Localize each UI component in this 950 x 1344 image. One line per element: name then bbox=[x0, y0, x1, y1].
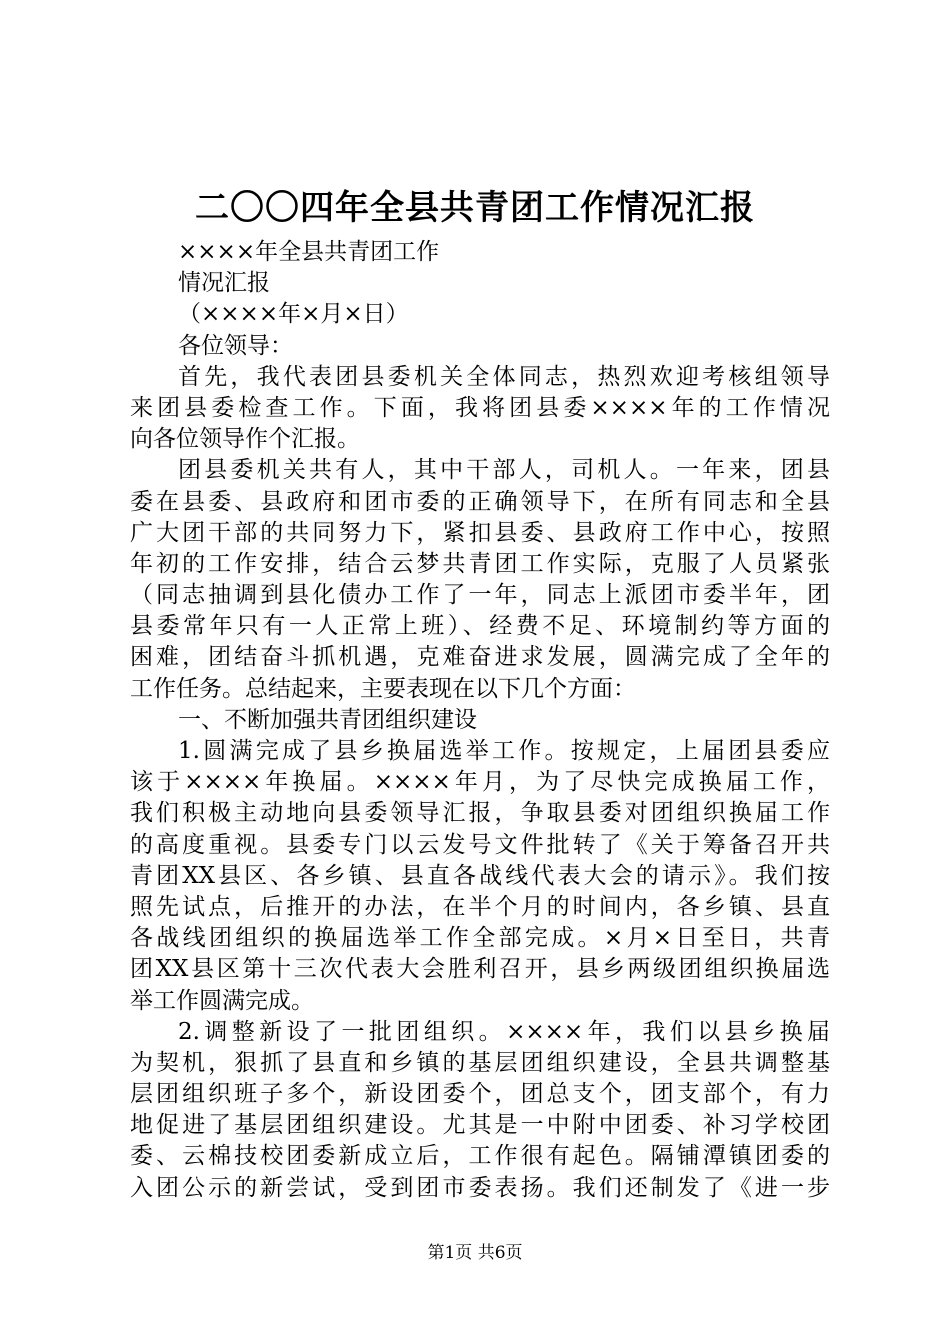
page-footer: 第1页 共6页 bbox=[427, 1243, 523, 1263]
body-line: 团XX县区第十三次代表大会胜利召开，县乡两级团组织换届选 bbox=[130, 956, 830, 983]
body-line: 青团XX县区、各乡镇、县直各战线代表大会的请示》。我们按 bbox=[130, 862, 830, 889]
body-line: 广大团干部的共同努力下，紧扣县委、县政府工作中心，按照 bbox=[130, 519, 830, 546]
body-line: （同志抽调到县化债办工作了一年，同志上派团市委半年，团 bbox=[130, 582, 830, 609]
body-line: 县委常年只有一人正常上班）、经费不足、环境制约等方面的 bbox=[130, 613, 830, 640]
body-line: 为契机，狠抓了县直和乡镇的基层团组织建设，全县共调整基 bbox=[130, 1049, 830, 1076]
body-line: 举工作圆满完成。 bbox=[130, 987, 314, 1014]
body-line: 该于××××年换届。××××年月，为了尽快完成换届工作， bbox=[130, 769, 830, 796]
body-line: 入团公示的新尝试，受到团市委表扬。我们还制发了《进一步 bbox=[130, 1174, 830, 1201]
body-line: （××××年×月×日） bbox=[178, 301, 409, 328]
body-line: 层团组织班子多个，新设团委个，团总支个，团支部个，有力 bbox=[130, 1081, 830, 1108]
body-line: 各战线团组织的换届选举工作全部完成。×月×日至日，共青 bbox=[130, 925, 830, 952]
body-line: 地促进了基层团组织建设。尤其是一中附中团委、补习学校团 bbox=[130, 1112, 830, 1139]
body-line: 照先试点，后推开的办法，在半个月的时间内，各乡镇、县直 bbox=[130, 893, 830, 920]
body-line: 年初的工作安排，结合云梦共青团工作实际，克服了人员紧张 bbox=[130, 550, 830, 577]
body-line: 首先，我代表团县委机关全体同志，热烈欢迎考核组领导 bbox=[178, 363, 830, 390]
body-line: 我们积极主动地向县委领导汇报，争取县委对团组织换届工作 bbox=[130, 800, 830, 827]
body-line: 来团县委检查工作。下面，我将团县委××××年的工作情况 bbox=[130, 394, 830, 421]
body-line: 2.调整新设了一批团组织。××××年，我们以县乡换届 bbox=[178, 1018, 830, 1045]
body-line: 各位领导： bbox=[178, 332, 293, 359]
body-line: 工作任务。总结起来，主要表现在以下几个方面： bbox=[130, 675, 636, 702]
body-line: 向各位领导作个汇报。 bbox=[130, 426, 360, 453]
body-line: 困难，团结奋斗抓机遇，克难奋进求发展，圆满完成了全年的 bbox=[130, 644, 830, 671]
body-line: 的高度重视。县委专门以云发号文件批转了《关于筹备召开共 bbox=[130, 831, 830, 858]
body-line: ××××年全县共青团工作 bbox=[178, 239, 440, 265]
body-line: 1.圆满完成了县乡换届选举工作。按规定，上届团县委应 bbox=[178, 738, 830, 764]
body-line: 团县委机关共有人，其中干部人，司机人。一年来，团县 bbox=[178, 457, 830, 484]
document-title: 二〇〇四年全县共青团工作情况汇报 bbox=[195, 188, 755, 228]
body-line: 一、不断加强共青团组织建设 bbox=[178, 706, 477, 733]
document-body bbox=[130, 237, 830, 1204]
body-line: 情况汇报 bbox=[178, 270, 270, 297]
body-line: 委、云棉技校团委新成立后，工作很有起色。隔铺潭镇团委的 bbox=[130, 1143, 830, 1170]
body-line: 委在县委、县政府和团市委的正确领导下，在所有同志和全县 bbox=[130, 488, 830, 515]
